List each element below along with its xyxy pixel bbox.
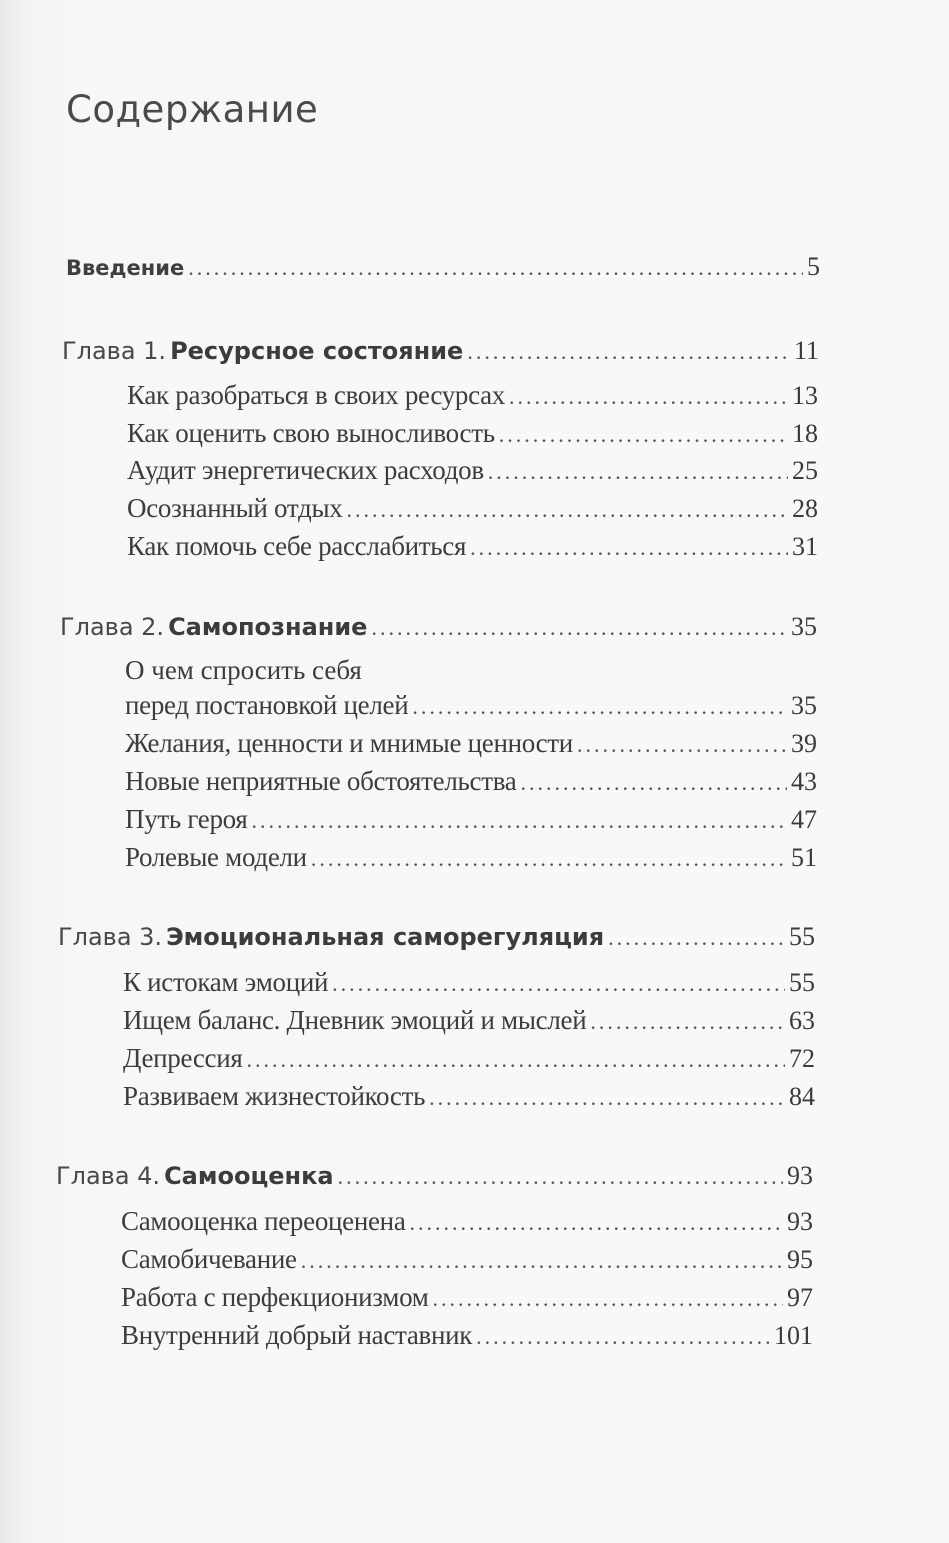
page-number: 39 xyxy=(791,729,817,758)
page-number: 72 xyxy=(789,1044,815,1073)
dot-leader xyxy=(251,808,787,834)
page-number: 84 xyxy=(789,1082,815,1111)
chapter-name: Ресурсное состояние xyxy=(170,337,464,365)
entry-label: Работа с перфекционизмом xyxy=(121,1282,429,1312)
toc-section[interactable] xyxy=(121,1244,813,1275)
page-number: 95 xyxy=(787,1245,813,1274)
page-number: 101 xyxy=(774,1321,813,1350)
entry-label: Как разобраться в своих ресурсах xyxy=(127,380,506,410)
toc-section[interactable] xyxy=(123,1081,815,1112)
entry-label: Новые неприятные обстоятельства xyxy=(125,766,517,796)
toc-section[interactable] xyxy=(125,766,817,797)
page-number: 93 xyxy=(787,1207,813,1236)
dot-leader xyxy=(521,770,788,796)
dot-leader xyxy=(509,384,788,410)
page-number: 35 xyxy=(791,691,817,720)
dot-leader xyxy=(371,615,787,641)
page-number: 25 xyxy=(792,456,818,485)
entry-label: Внутренний добрый наставник xyxy=(121,1320,473,1350)
chapter-prefix: Глава 1. xyxy=(62,337,167,365)
chapter-name: Эмоциональная саморегуляция xyxy=(166,923,605,951)
toc-section[interactable] xyxy=(127,455,818,486)
page-number: 47 xyxy=(791,805,817,834)
dot-leader xyxy=(410,1210,783,1236)
entry-label: Путь героя xyxy=(125,804,248,834)
toc-section[interactable] xyxy=(125,690,817,721)
toc-section[interactable] xyxy=(127,380,818,411)
toc-section[interactable] xyxy=(127,531,818,562)
dot-leader xyxy=(338,1164,783,1190)
page-number: 51 xyxy=(791,843,817,872)
entry-label: Самооценка переоценена xyxy=(121,1206,406,1236)
toc-chapter-4[interactable] xyxy=(56,1161,813,1191)
page-number: 31 xyxy=(792,532,818,561)
entry-label: Ролевые модели xyxy=(125,842,307,872)
entry-label: Желания, ценности и мнимые ценности xyxy=(125,728,573,758)
page-number: 97 xyxy=(787,1283,813,1312)
toc-section[interactable] xyxy=(121,1206,813,1237)
page-number: 18 xyxy=(792,419,818,448)
dot-leader xyxy=(488,459,788,485)
entry-label: Развиваем жизнестойкость xyxy=(123,1081,426,1111)
toc-entry-intro[interactable] xyxy=(66,252,820,282)
toc-section[interactable] xyxy=(121,1320,813,1351)
page-number: 28 xyxy=(792,494,818,523)
toc-section[interactable] xyxy=(121,1282,813,1313)
entry-label: Как помочь себе расслабиться xyxy=(127,531,467,561)
page-number: 43 xyxy=(791,767,817,796)
page-number: 55 xyxy=(789,968,815,997)
toc-chapter-1[interactable] xyxy=(62,336,819,366)
toc-section[interactable] xyxy=(125,804,817,835)
dot-leader xyxy=(412,694,787,720)
dot-leader xyxy=(246,1047,785,1073)
page-title: Содержание xyxy=(66,88,319,131)
toc-section[interactable] xyxy=(125,728,817,759)
dot-leader xyxy=(433,1286,783,1312)
entry-label: Самобичевание xyxy=(121,1244,297,1274)
toc-chapter-2[interactable] xyxy=(60,612,817,642)
toc-section[interactable] xyxy=(125,842,817,873)
dot-leader xyxy=(332,971,785,997)
entry-label: перед постановкой целей xyxy=(125,690,409,720)
page-number: 35 xyxy=(791,612,817,641)
dot-leader xyxy=(311,846,787,872)
page-number: 5 xyxy=(807,252,820,281)
page-number: 93 xyxy=(787,1161,813,1190)
entry-label: Осознанный отдых xyxy=(127,493,343,523)
entry-label: Как оценить свою выносливость xyxy=(127,418,495,448)
entry-label: Ищем баланс. Дневник эмоций и мыслей xyxy=(123,1005,587,1035)
dot-leader xyxy=(470,535,788,561)
dot-leader xyxy=(590,1009,785,1035)
page-number: 63 xyxy=(789,1006,815,1035)
toc-chapter-3[interactable] xyxy=(58,922,815,952)
dot-leader xyxy=(301,1248,783,1274)
entry-label: Аудит энергетических расходов xyxy=(127,455,484,485)
dot-leader xyxy=(476,1324,770,1350)
toc-section[interactable] xyxy=(123,1043,815,1074)
chapter-name: Самооценка xyxy=(164,1162,334,1190)
chapter-name: Самопознание xyxy=(168,613,368,641)
toc-section[interactable] xyxy=(123,967,815,998)
entry-label: К истокам эмоций xyxy=(123,967,329,997)
toc-section[interactable] xyxy=(123,1005,815,1036)
page-number: 13 xyxy=(792,381,818,410)
toc-section[interactable] xyxy=(127,418,818,449)
dot-leader xyxy=(347,497,789,523)
dot-leader xyxy=(499,422,788,448)
dot-leader xyxy=(429,1085,785,1111)
dot-leader xyxy=(608,925,785,951)
dot-leader xyxy=(188,255,803,281)
page-number: 11 xyxy=(793,336,819,365)
toc-section[interactable] xyxy=(127,493,818,524)
entry-label: Депрессия xyxy=(123,1043,243,1073)
chapter-prefix: Глава 4. xyxy=(56,1162,161,1190)
page-number: 55 xyxy=(789,922,815,951)
entry-label-line1: О чем спросить себя xyxy=(125,655,362,685)
entry-label: Введение xyxy=(66,256,185,280)
chapter-prefix: Глава 2. xyxy=(60,613,165,641)
dot-leader xyxy=(577,732,787,758)
dot-leader xyxy=(467,339,790,365)
chapter-prefix: Глава 3. xyxy=(58,923,163,951)
